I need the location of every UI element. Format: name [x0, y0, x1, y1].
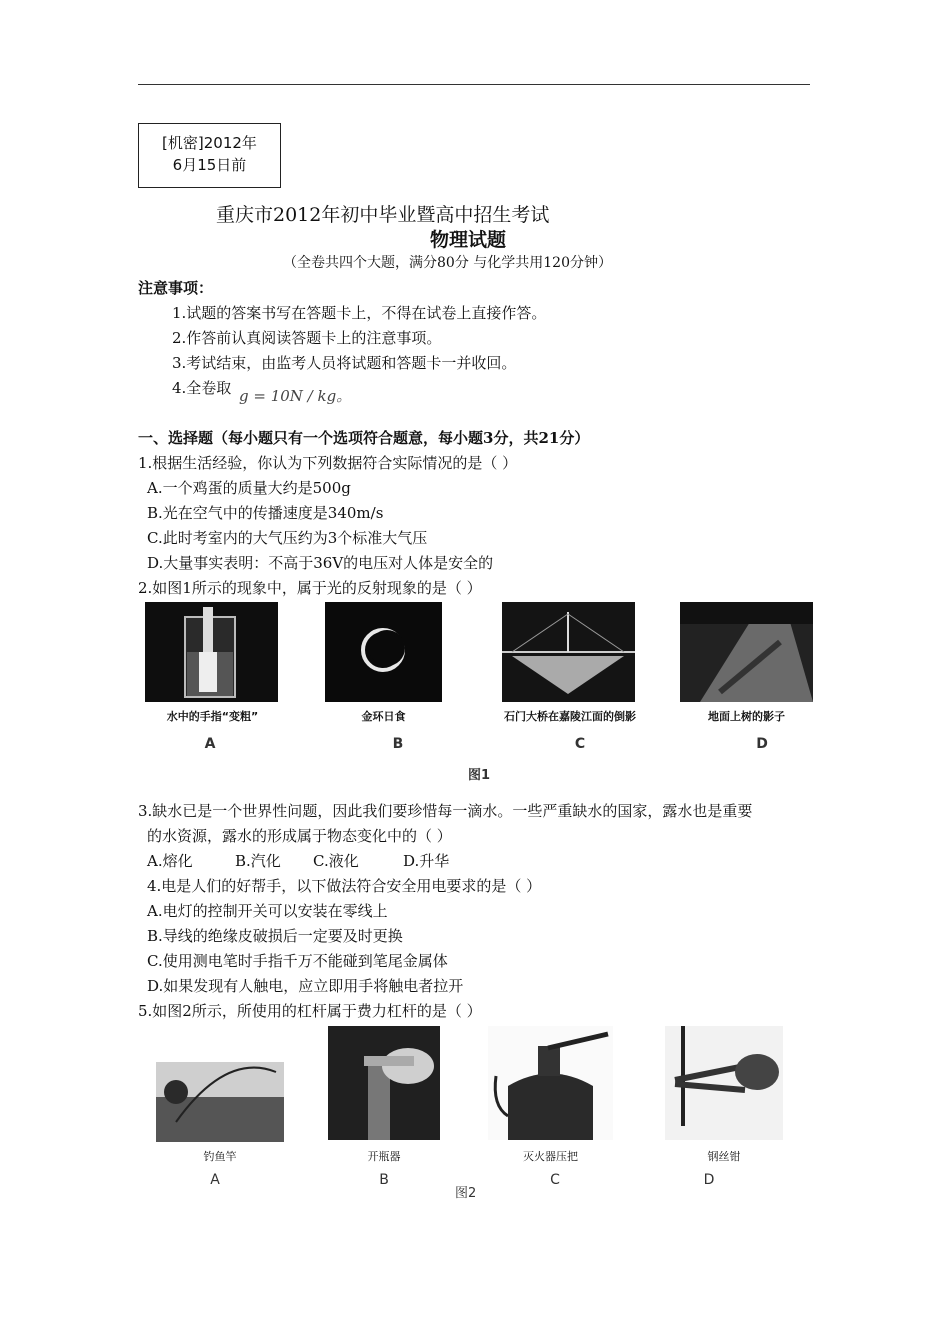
photo-fire-extinguisher	[488, 1026, 613, 1140]
formula-text: g = 10N / kg	[239, 387, 337, 405]
fig1-caption-a: 水中的手指“变粗”	[166, 710, 259, 723]
q3-stem-line1: 3.缺水已是一个世界性问题，因此我们要珍惜每一滴水。一些严重缺水的国家，露水也是重要	[138, 802, 753, 820]
exam-title: 重庆市2012年初中毕业暨高中招生考试	[216, 204, 550, 226]
formula-end: 。	[336, 387, 352, 405]
fig2-caption-c: 灭火器压把	[523, 1150, 578, 1163]
q3-option-d: D.升华	[403, 852, 450, 870]
fishing-rod-image	[156, 1062, 284, 1142]
wire-pliers-image	[665, 1026, 783, 1140]
subject-title: 物理试题	[430, 229, 507, 251]
fig2-letter-b: B	[379, 1172, 389, 1188]
bottle-opener-image	[328, 1026, 440, 1140]
bridge-image	[502, 602, 635, 702]
photo-fishing-rod	[156, 1062, 284, 1142]
fig1-letter-a: A	[204, 736, 216, 752]
q5-stem: 5.如图2所示，所使用的杠杆属于费力杠杆的是（ ）	[138, 1002, 482, 1020]
section1-heading: 一、选择题（每小题只有一个选项符合题意，每小题3分，共21分）	[138, 429, 590, 447]
q1-option-b: B.光在空气中的传播速度是340m/s	[147, 504, 384, 522]
notice-heading: 注意事项：	[138, 279, 214, 297]
confidential-line1: [机密]2012年	[162, 134, 257, 152]
fig1-caption-b: 金环日食	[361, 710, 406, 723]
tree-shadow-image	[680, 602, 813, 702]
notice-item: 3.考试结束，由监考人员将试题和答题卡一并收回。	[172, 354, 517, 372]
photo-tree-shadow	[680, 602, 813, 702]
q1-option-c: C.此时考室内的大气压约为3个标准大气压	[147, 529, 428, 547]
q3-option-b: B.汽化	[235, 852, 281, 870]
fire-extinguisher-image	[488, 1026, 613, 1140]
q2-stem: 2.如图1所示的现象中，属于光的反射现象的是（ ）	[138, 579, 482, 597]
exam-note: （全卷共四个大题，满分80分 与化学共用120分钟）	[283, 255, 612, 271]
fig2-caption-b: 开瓶器	[367, 1150, 401, 1163]
fig1-title: 图1	[468, 768, 491, 783]
eclipse-image	[325, 602, 442, 702]
figure-2	[150, 1022, 790, 1202]
fig2-letter-d: D	[703, 1172, 715, 1188]
q4-option-b: B.导线的绝缘皮破损后一定要及时更换	[147, 927, 403, 945]
fig2-title: 图2	[455, 1186, 477, 1201]
fig1-caption-c: 石门大桥在嘉陵江面的倒影	[504, 710, 636, 723]
q4-option-d: D.如果发现有人触电，应立即用手将触电者拉开	[147, 977, 464, 995]
confidential-box	[138, 123, 281, 188]
q3-option-a: A.熔化	[147, 852, 193, 870]
photo-wire-pliers	[665, 1026, 783, 1140]
gravity-formula	[239, 385, 351, 406]
confidential-line2: 6月15日前	[172, 156, 247, 174]
q1-stem: 1.根据生活经验，你认为下列数据符合实际情况的是（ ）	[138, 454, 518, 472]
finger-glass-image	[145, 602, 278, 702]
q1-option-d: D.大量事实表明：不高于36V的电压对人体是安全的	[147, 554, 494, 572]
fig2-letter-a: A	[210, 1172, 220, 1188]
notice-item: 1.试题的答案书写在答题卡上，不得在试卷上直接作答。	[172, 304, 547, 322]
photo-annular-eclipse	[325, 602, 442, 702]
q4-option-a: A.电灯的控制开关可以安装在零线上	[147, 902, 388, 920]
figure-1	[140, 598, 815, 788]
fig1-letter-d: D	[756, 736, 768, 752]
photo-bridge-reflection	[502, 602, 635, 702]
q3-options	[147, 850, 449, 871]
notice-item: 4.全卷取	[172, 379, 232, 397]
notice-item: 2.作答前认真阅读答题卡上的注意事项。	[172, 329, 442, 347]
fig1-letter-b: B	[392, 736, 404, 752]
q4-stem: 4.电是人们的好帮手，以下做法符合安全用电要求的是（ ）	[147, 877, 542, 895]
fig1-letter-c: C	[574, 736, 586, 752]
fig2-caption-d: 钢丝钳	[707, 1150, 741, 1163]
fig1-caption-d: 地面上树的影子	[708, 710, 785, 723]
fig2-letter-c: C	[550, 1172, 560, 1188]
q4-option-c: C.使用测电笔时手指千万不能碰到笔尾金属体	[147, 952, 448, 970]
photo-finger-in-water	[145, 602, 278, 702]
header-rule	[138, 84, 810, 85]
q3-stem-line2: 的水资源，露水的形成属于物态变化中的（ ）	[147, 827, 452, 845]
q3-option-c: C.液化	[313, 852, 359, 870]
q1-option-a: A.一个鸡蛋的质量大约是500g	[147, 479, 351, 497]
fig2-caption-a: 钓鱼竿	[203, 1150, 237, 1163]
photo-bottle-opener	[328, 1026, 440, 1140]
